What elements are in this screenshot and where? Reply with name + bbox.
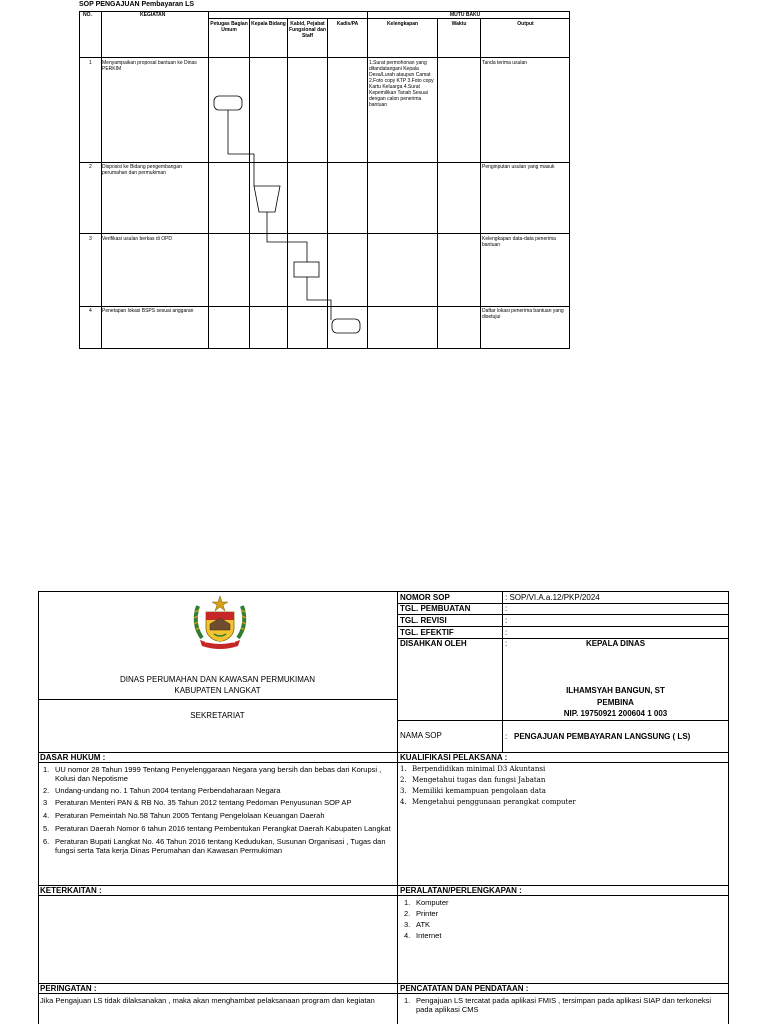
list-item: 1. Pengajuan LS tercatat pada aplikasi FMIS , tersimpan pada aplikasi SIAP dan terkoneksi pada aplikasi CMS [404,996,712,1014]
list-item: 4. Mengetahui penggunaan perangkat computer [400,798,576,806]
row-2-output: Penginputan usulan yang masuk [482,164,555,170]
nama-sop-value: PENGAJUAN PEMBAYARAN LANGSUNG ( LS) [514,732,691,741]
org-name-line2: KABUPATEN LANGKAT [174,686,261,695]
row-3-kegiatan: Verifikasi usulan berkas di OPD [102,236,173,242]
list-item: 2. Printer [404,909,439,918]
row-2-kegiatan: Disposisi ke Bidang pengembangan perumahan dan permukiman [102,164,182,176]
field-nomor-sop-label: NOMOR SOP [400,593,450,602]
pencatatan-list [404,996,726,1017]
header-waktu: Waktu [451,21,467,27]
approver-name: ILHAMSYAH BANGUN, ST [566,686,665,695]
list-item: 1. UU nomor 28 Tahun 1999 Tentang Penyelenggaraan Negara yang bersih dan bebas dari Korupsi , Kolusi dan Nepotisme [43,765,382,783]
list-item: 6. Peraturan Bupati Langkat No. 46 Tahun 2016 tentang Kedudukan, Susunan Organisasi , Tugas dan fungsi serta Tata kerja Dinas Perumahan dan Kawasan Permukiman [43,837,386,855]
dasar-hukum-label: DASAR HUKUM : [40,753,106,762]
field-tgl-revisi-value: : [505,616,508,625]
row-4-kegiatan: Penetapan lokasi BSPS sesuai anggaran [102,308,194,314]
nama-sop-label: NAMA SOP [400,731,442,740]
dasar-hukum-list [43,765,395,858]
list-item: 4. Internet [404,931,442,940]
field-tgl-revisi-label: TGL. REVISI [400,616,447,625]
field-tgl-efektif-label: TGL. EFEKTIF [400,628,454,637]
approver-rank: PEMBINA [597,698,634,707]
row-1-output: Tanda terima usulan [482,60,528,66]
header-mutu-baku: MUTU BAKU [450,12,481,18]
list-item: 2. Mengetahui tugas dan fungsi Jabatan [400,776,546,784]
list-item: 4. Peraturan Pemeintah No.58 Tahun 2005 Tentang Pengelolaan Keuangan Daerah [43,811,325,820]
list-item: 1. Komputer [404,898,449,907]
field-tgl-pembuatan-label: TGL. PEMBUATAN [400,604,471,613]
header-kadis: Kadis/PA [336,21,359,27]
org-name-line1: DINAS PERUMAHAN DAN KAWASAN PERMUKIMAN [120,675,315,684]
pencatatan-label: PENCATATAN DAN PENDATAAN : [400,984,529,993]
header-kegiatan: KEGIATAN [140,12,166,18]
row-4-output: Daftar lokasi penerima bantuan yang disetujui [482,308,564,320]
start-terminator [214,96,242,110]
peringatan-text: Jika Pengajuan LS tidak dilaksanakan , maka akan menghambat pelaksanaan program dan kegiatan [40,996,375,1005]
end-terminator [332,319,360,333]
row-1-no: 1 [89,60,92,66]
field-tgl-pembuatan-value: : [505,604,508,613]
row-4-no: 4 [89,308,92,314]
peringatan-label: PERINGATAN : [40,984,97,993]
row-2-no: 2 [89,164,92,170]
row-1-kegiatan: Menyampaikan proposal bantuan ke Dinas PERKIM [102,60,197,72]
header-petugas: Petugas Bagian Umum [210,21,248,33]
keterkaitan-label: KETERKAITAN : [40,886,102,895]
peralatan-list [404,898,724,942]
logo-ribbon-text: LANGKAT BERTUAH [205,640,235,644]
header-kelengkapan: Kelengkapan [386,21,419,27]
field-disahkan-label: DISAHKAN OLEH [400,639,467,648]
row-3-output: Kelengkapan data-data penerima bantuan [482,236,556,248]
top-sop-title: SOP PENGAJUAN Pembayaran LS [79,1,195,8]
connector-3 [307,277,331,320]
list-item: 3. Memiliki kemampuan pengolaan data [400,787,546,795]
connector-2 [267,212,307,262]
list-item: 5. Peraturan Daerah Nomor 6 tahun 2016 tentang Pembentukan Perangkat Daerah Kabupaten Langkat [43,824,391,833]
connector-1 [228,110,254,186]
field-disahkan-value: : [505,639,508,648]
header-kabid: Kabid, Pejabat Fungsional dan Staff [289,21,326,39]
kualifikasi-label: KUALIFIKASI PELAKSANA : [400,753,508,762]
row-1-kelengkapan: 1.Surat permohonan yang ditandatangani Kepala Desa/Lurah ataupun Camat 2.Foto copy KTP 3.Foto copy Kartu Keluarga 4.Surat Kepemilikan Tanah Sesuai dengan calon penerima bantuan [369,60,434,108]
kualifikasi-list [400,765,726,809]
list-item: 1. Berpendidikan minimal D3 Akuntansi [400,765,546,773]
manual-operation [254,186,280,212]
process-box [294,262,319,277]
nama-sop-colon: : [505,732,508,741]
unit-name: SEKRETARIAT [190,711,245,720]
flowchart-diagram [0,0,768,360]
list-item: 3. ATK [404,920,431,929]
peralatan-label: PERALATAN/PERLENGKAPAN : [400,886,522,895]
list-item: 3 Peraturan Menteri PAN & RB No. 35 Tahun 2012 tentang Pedoman Penyusunan SOP AP [43,798,352,807]
approver-nip: NIP. 19750921 200604 1 003 [563,709,668,718]
header-output: Output [517,21,534,27]
header-no: NO. [83,12,92,18]
field-nomor-sop-value: : SOP/VI.A.a.12/PKP/2024 [505,593,600,602]
header-kepala-bidang: Kepala Bidang [251,21,286,27]
field-tgl-efektif-value: : [505,628,508,637]
row-3-no: 3 [89,236,92,242]
list-item: 2. Undang-undang no. 1 Tahun 2004 tentang Perbendaharaan Negara [43,786,281,795]
approver-title: KEPALA DINAS [585,639,646,648]
